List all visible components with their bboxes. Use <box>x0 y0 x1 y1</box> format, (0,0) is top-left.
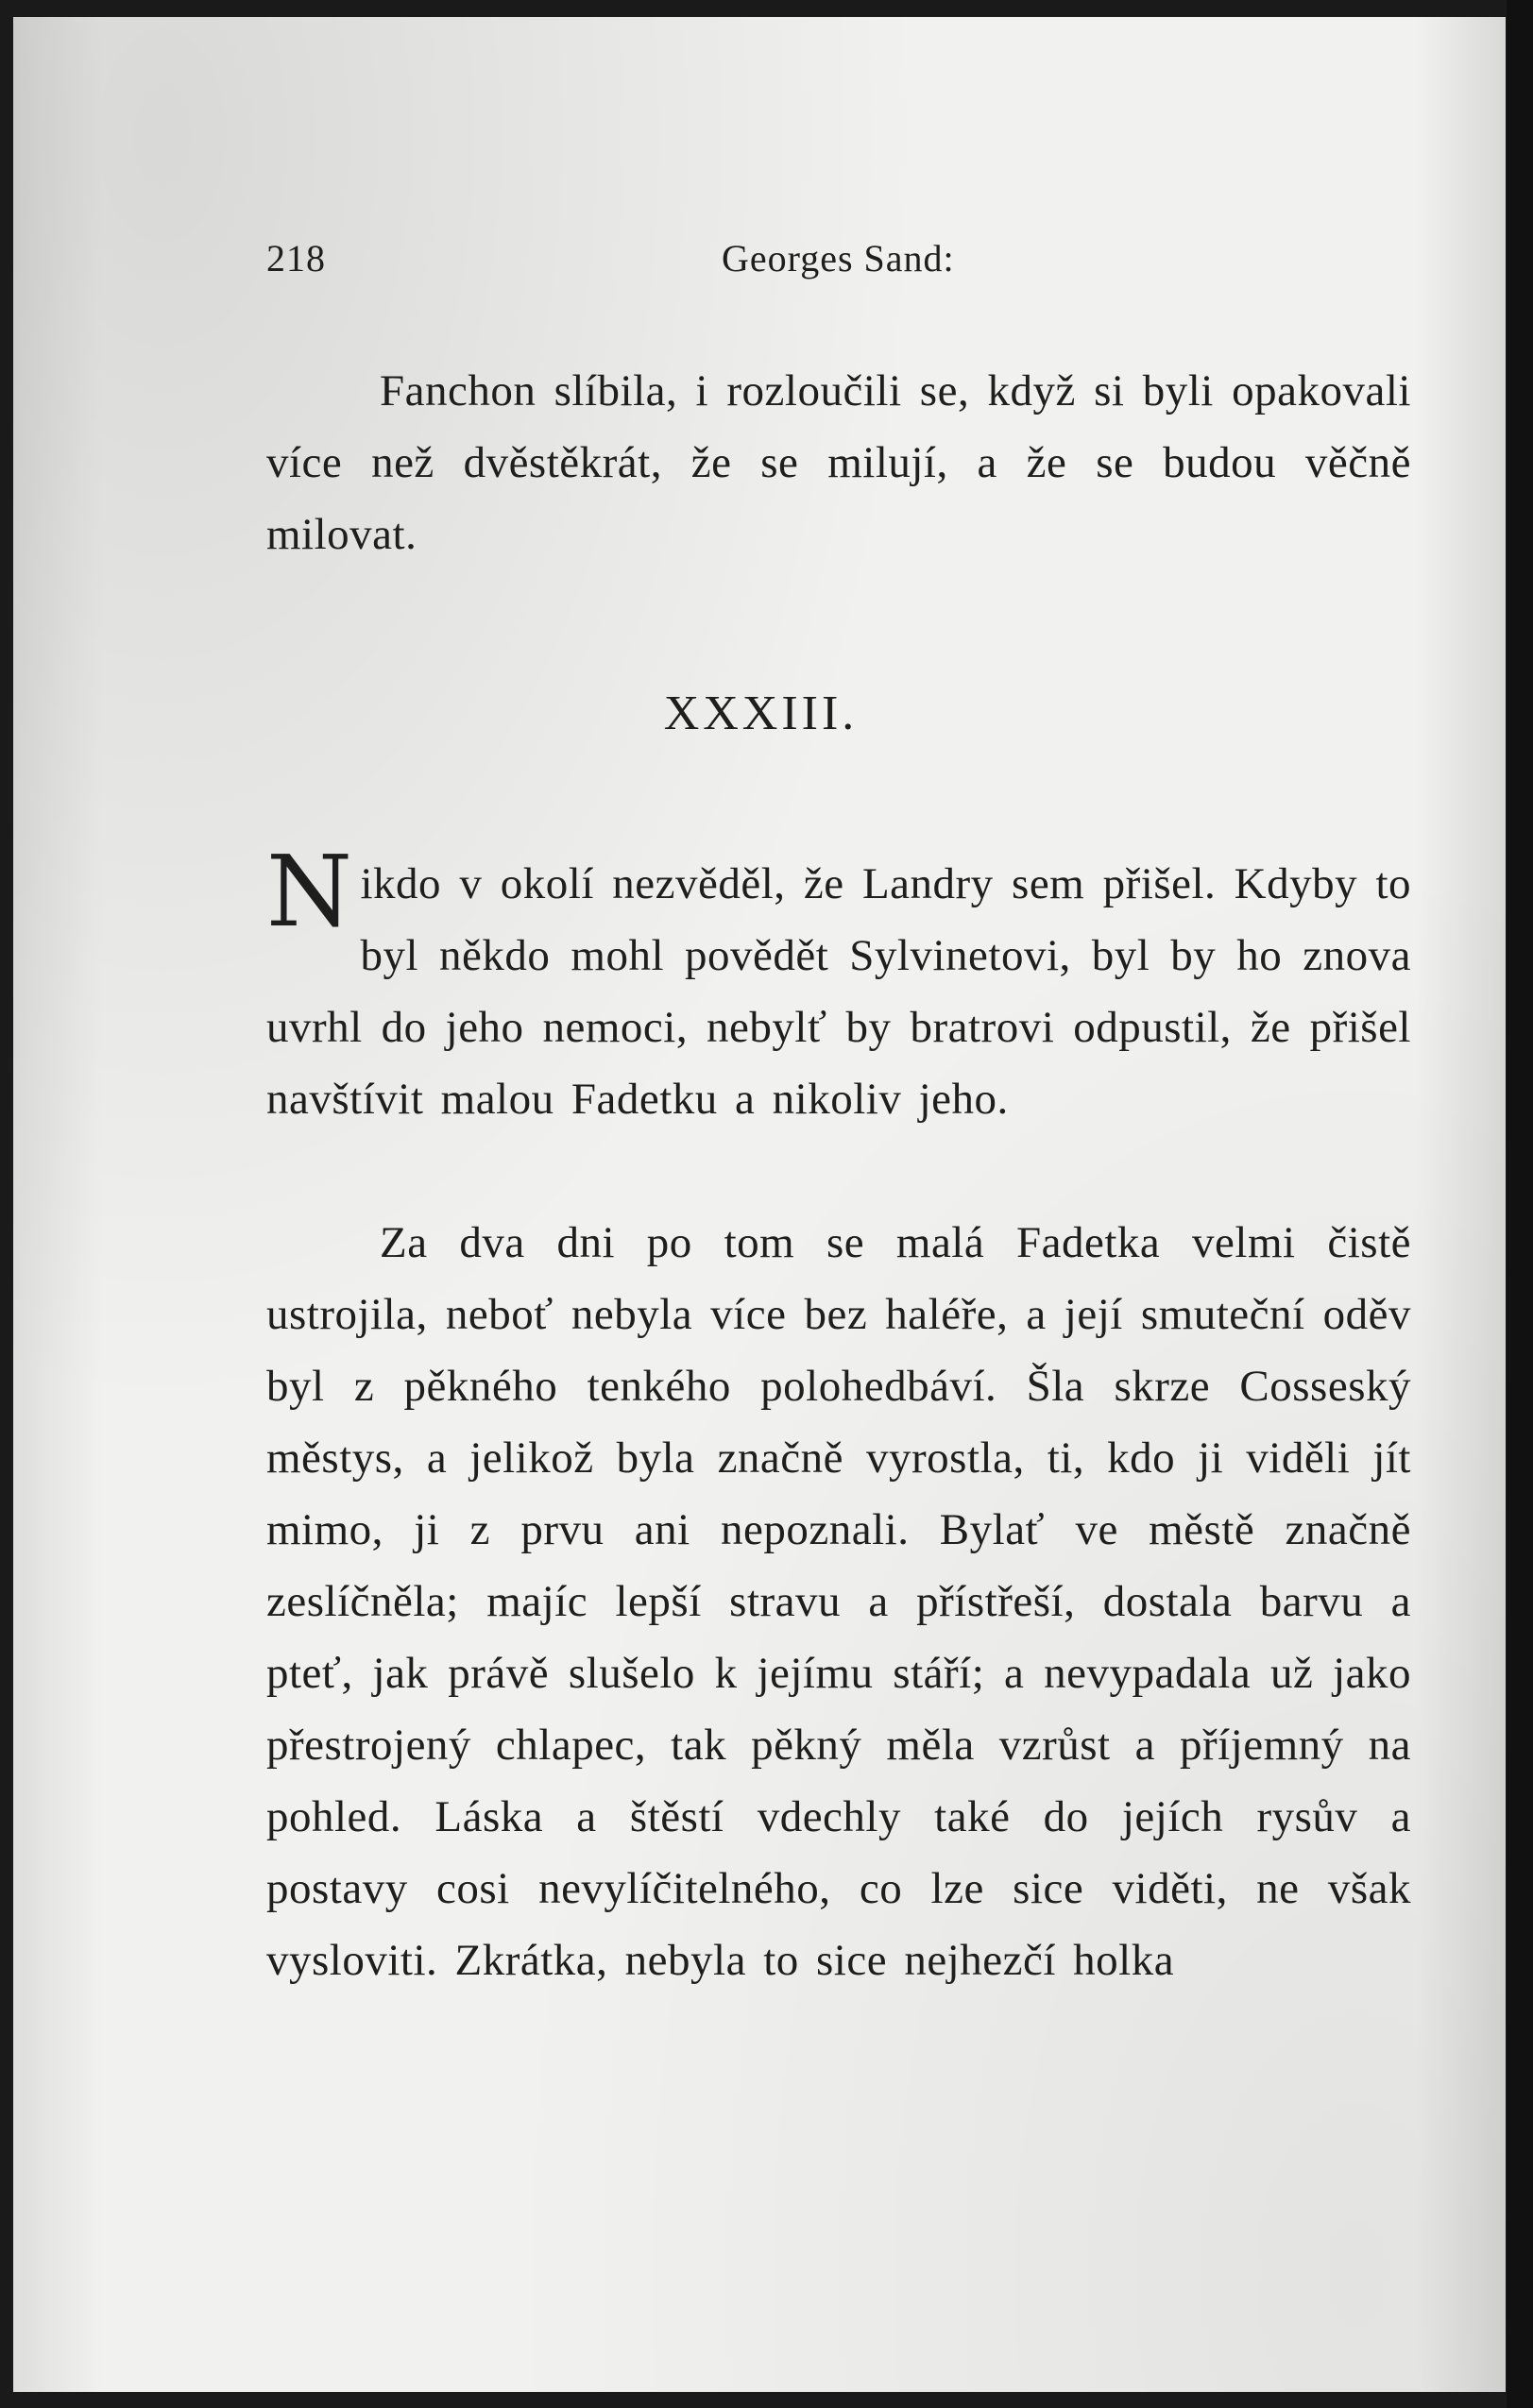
paragraph-fadetka <box>266 1207 1411 1996</box>
scan-border <box>1507 0 1533 2408</box>
paragraph-closing <box>266 355 1411 570</box>
chapter-heading <box>13 686 1533 741</box>
paragraph-text: Za dva dni po tom se malá Fadetka velmi čistě ustrojila, neboť nebyla více bez haléře, a její smuteční oděv byl z pěkného tenkého polohedbáví. Šla skrze Cosseský městys, a jelikož byla značně vyrostla, ti, kdo ji viděli jít mimo, ji z prvu ani nepoznali. Bylať ve městě značně zeslíčněla; majíc lepší stravu a přístřeší, dostala barvu a pteť, jak právě slušelo k jejímu stáří; a nevypadala už jako přestrojený chlapec, tak pěkný měla vzrůst a příjemný na pohled. Láska a štěstí vdechly také do jejích rysův a postavy cosi nevylíčitelného, co lze sice viděti, ne však vysloviti. Zkrátka, nebyla to sice nejhezčí holka <box>266 1218 1411 1985</box>
chapter-number: XXXIII. <box>663 687 859 740</box>
drop-cap: N <box>266 834 353 949</box>
page-number: 218 <box>266 237 326 280</box>
book-page <box>13 17 1506 2392</box>
paragraph-chapter-opening <box>266 834 1411 1135</box>
running-title: Georges Sand: <box>722 237 955 280</box>
paragraph-text: ikdo v okolí nezvěděl, že Landry sem přišel. Kdyby to byl někdo mohl povědět Sylvinetovi, byl by ho znova uvrhl do jeho nemoci, nebylť by bratrovi odpustil, že přišel navštívit malou Fadetku a nikoliv jeho. <box>266 859 1411 1124</box>
paragraph-text: Fanchon slíbila, i rozloučili se, když si byli opakovali více než dvěstěkrát, že se milují, a že se budou věčně milovat. <box>266 366 1411 559</box>
page-header <box>266 236 1392 293</box>
